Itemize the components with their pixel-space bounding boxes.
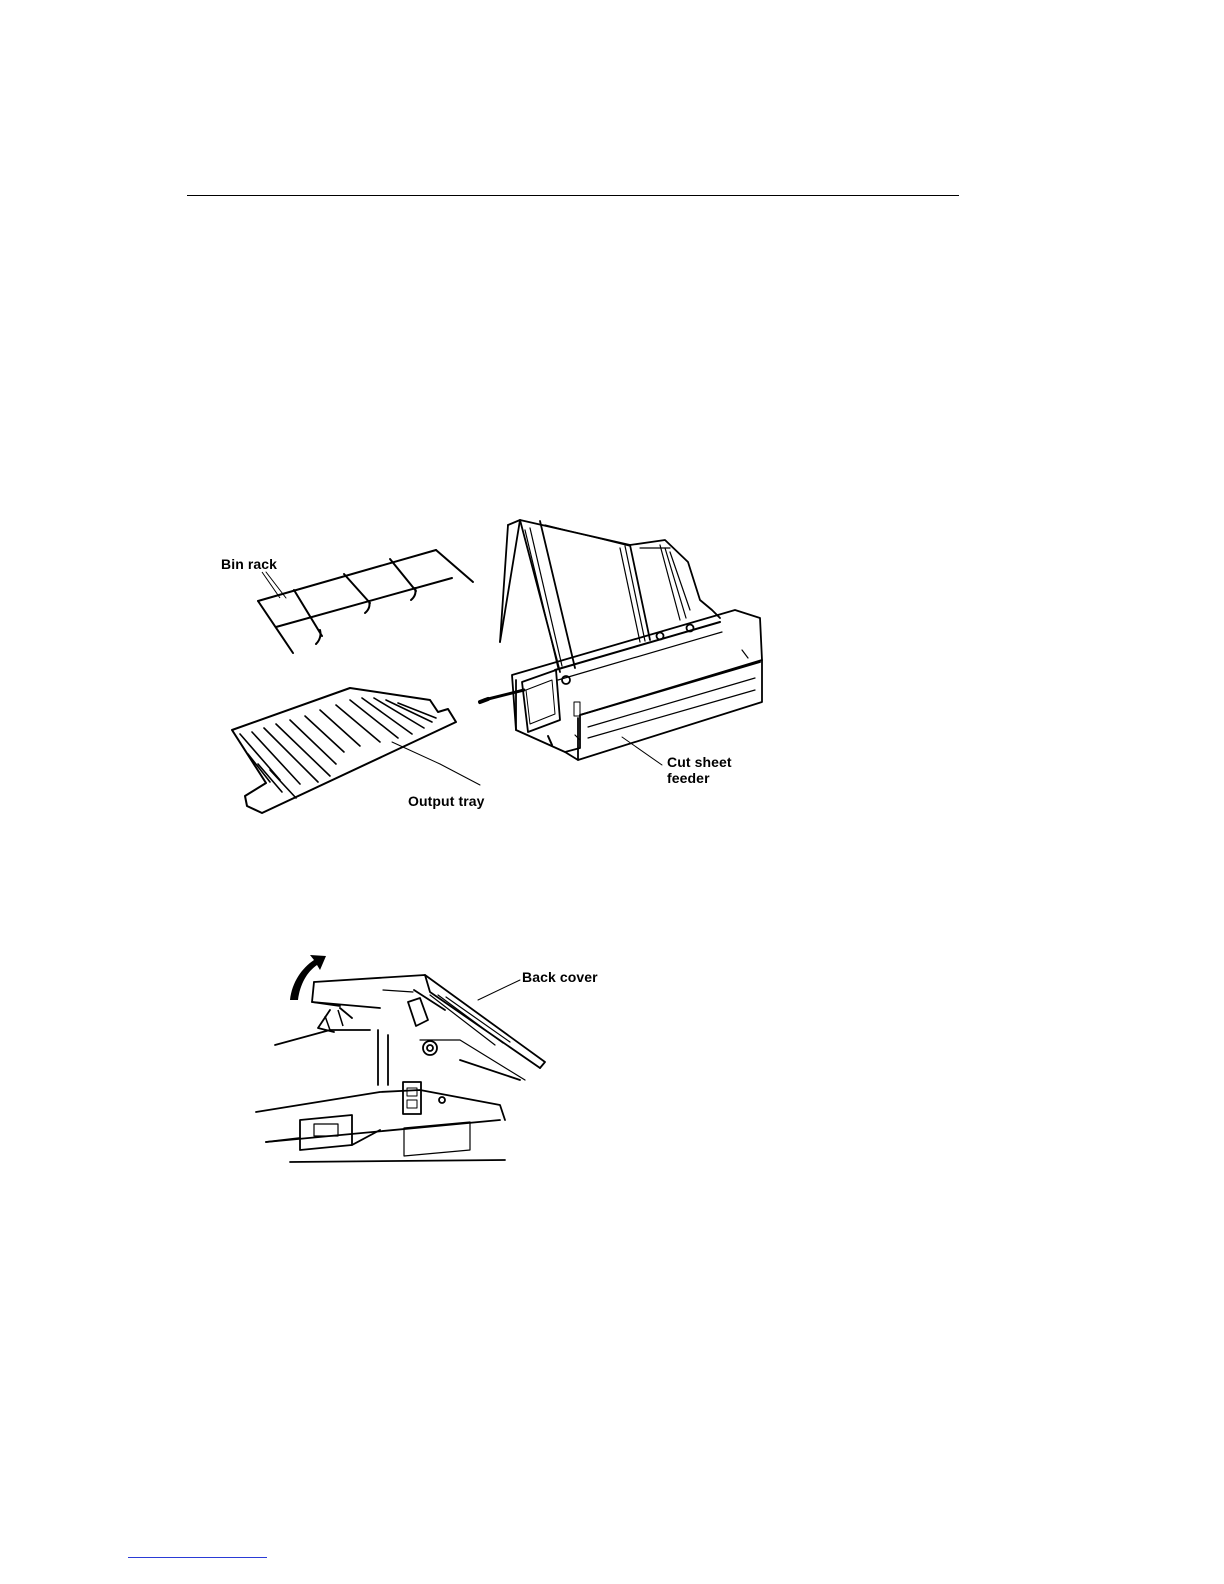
output-tray-label: Output tray [408,793,485,809]
bin-rack-label: Bin rack [221,556,278,572]
back-cover-label: Back cover [522,969,598,985]
open-arrow-icon [290,955,326,1000]
cut-sheet-feeder-label-line1: Cut sheet [667,754,732,770]
footer-link-underline [128,1557,267,1558]
cut-sheet-feeder-label-line2: feeder [667,770,710,786]
